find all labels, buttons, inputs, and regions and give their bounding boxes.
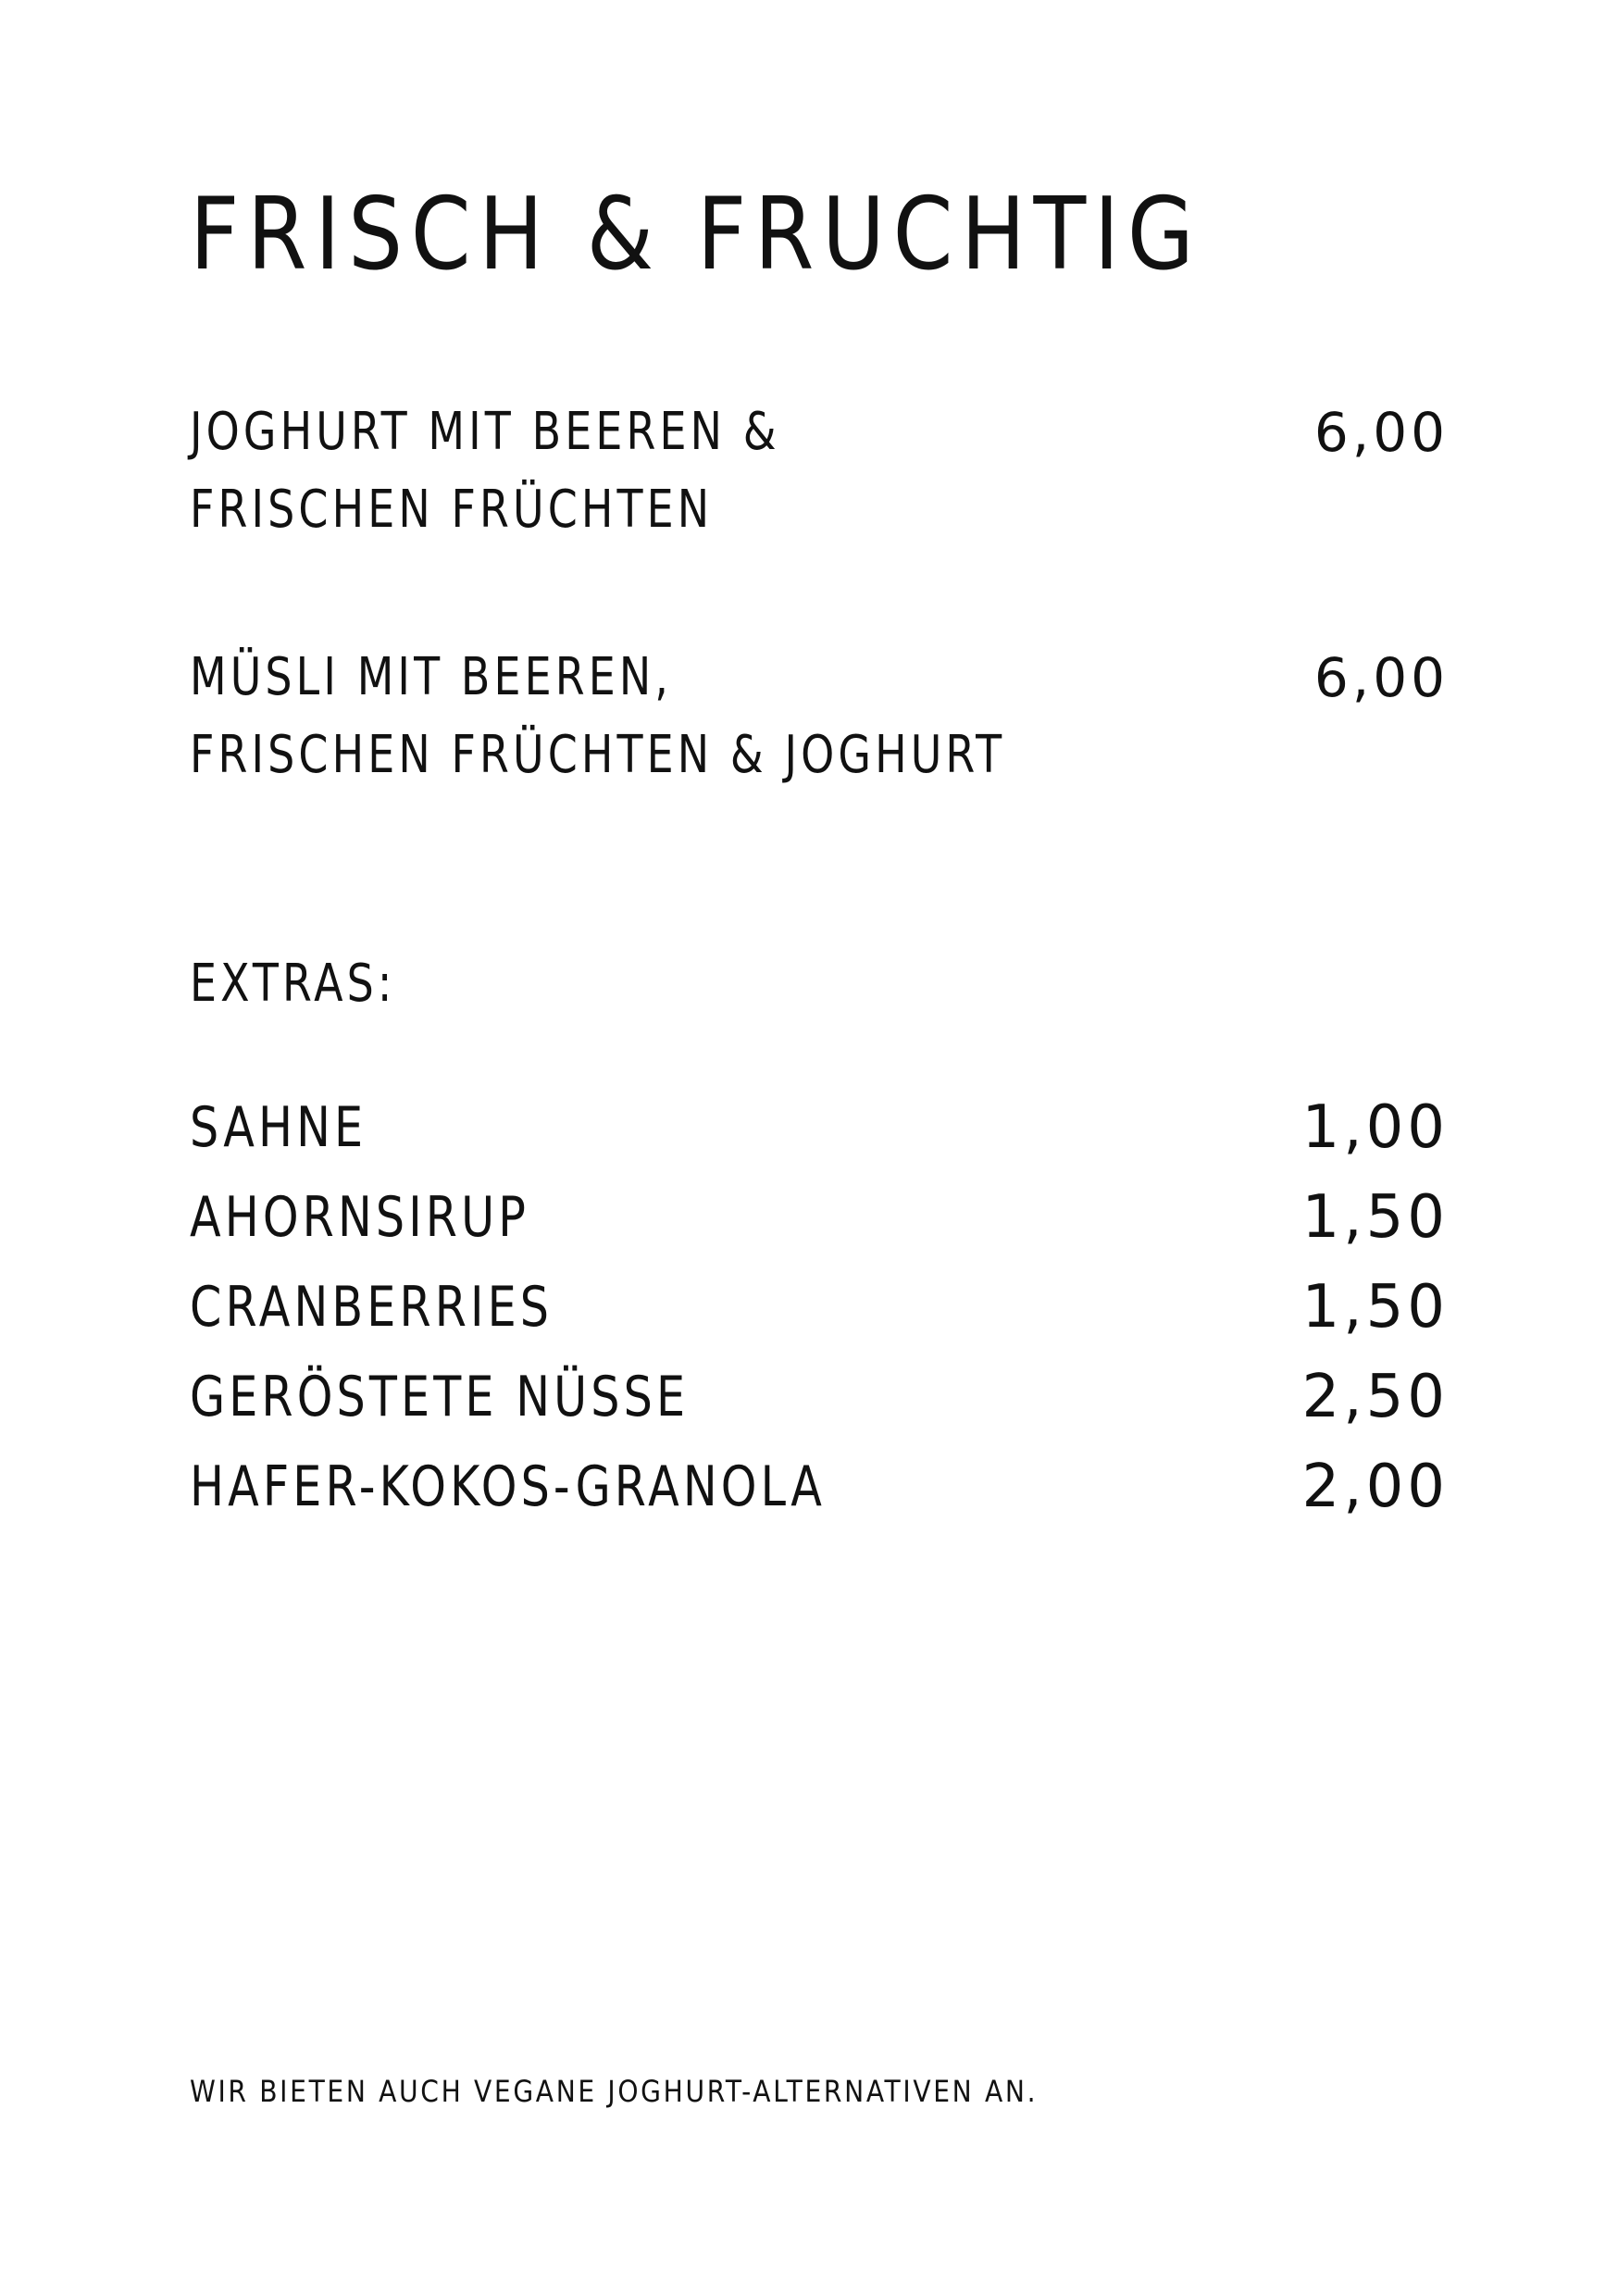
extra-item-granola bbox=[190, 1450, 1449, 1540]
page-title: FRISCH & FRUCHTIG bbox=[190, 177, 1202, 293]
extra-item-price: 1,50 bbox=[1301, 1273, 1449, 1341]
footnote: WIR BIETEN AUCH VEGANE JOGHURT-ALTERNATIVEN AN. bbox=[190, 2074, 1039, 2109]
menu-item-name-line2: FRISCHEN FRÜCHTEN & JOGHURT bbox=[190, 725, 1006, 785]
extra-item-ahornsirup bbox=[190, 1180, 1449, 1270]
menu-item-name-line1: MÜSLI MIT BEEREN, bbox=[190, 647, 673, 707]
extra-item-name: AHORNSIRUP bbox=[190, 1185, 529, 1250]
menu-item-price: 6,00 bbox=[1313, 646, 1449, 709]
extra-item-price: 2,50 bbox=[1301, 1363, 1449, 1431]
extra-item-name: GERÖSTETE NÜSSE bbox=[190, 1365, 690, 1429]
extra-item-name: HAFER-KOKOS-GRANOLA bbox=[190, 1454, 826, 1519]
extras-list bbox=[190, 1091, 1449, 1540]
menu-item-name bbox=[190, 393, 780, 549]
extra-item-price: 1,50 bbox=[1301, 1183, 1449, 1252]
menu-item-name bbox=[190, 639, 1005, 794]
extra-item-price: 2,00 bbox=[1301, 1453, 1449, 1521]
extras-heading: EXTRAS: bbox=[190, 954, 396, 1014]
menu-item-name-line2: FRISCHEN FRÜCHTEN bbox=[190, 480, 714, 540]
menu-item-price: 6,00 bbox=[1313, 401, 1449, 464]
extra-item-name: CRANBERRIES bbox=[190, 1275, 554, 1340]
extra-item-nuesse bbox=[190, 1360, 1449, 1450]
extra-item-price: 1,00 bbox=[1301, 1093, 1449, 1162]
extra-item-name: SAHNE bbox=[190, 1095, 367, 1160]
menu-item-name-line1: JOGHURT MIT BEEREN & bbox=[190, 402, 780, 462]
extra-item-sahne bbox=[190, 1091, 1449, 1180]
extra-item-cranberries bbox=[190, 1270, 1449, 1360]
